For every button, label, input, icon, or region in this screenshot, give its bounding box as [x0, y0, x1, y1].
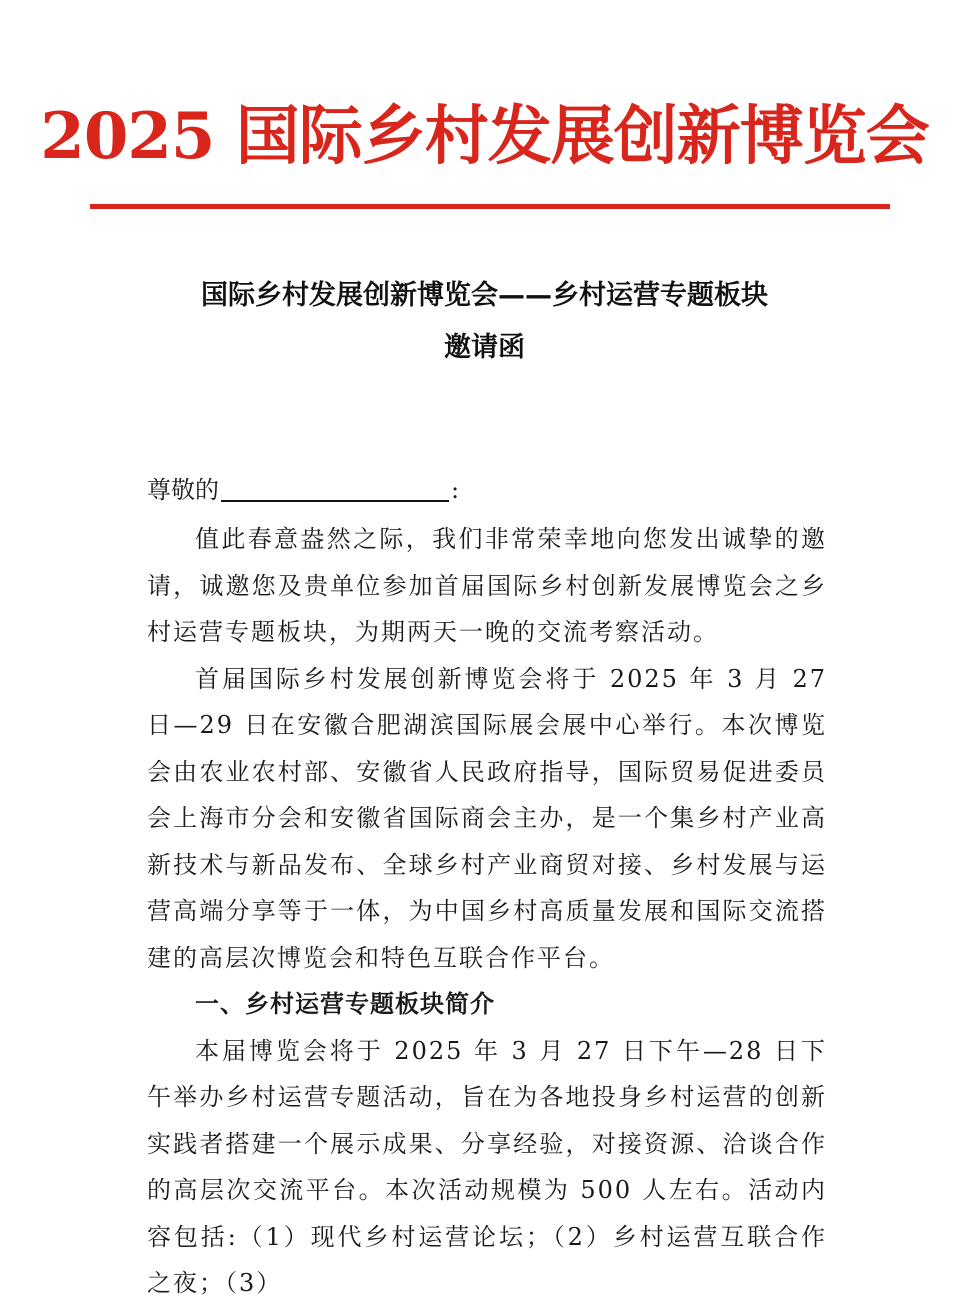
header-banner: 2025 国际乡村发展创新博览会	[40, 99, 929, 174]
paragraph-invitation: 值此春意盎然之际，我们非常荣幸地向您发出诚挚的邀请，诚邀您及贵单位参加首届国际乡村创新发展博览会之乡村运营专题板块，为期两天一晚的交流考察活动。	[147, 525, 827, 646]
document-subtitle: 邀请函	[444, 332, 525, 363]
salutation-prefix: 尊敬的	[147, 476, 219, 504]
salutation	[147, 470, 459, 510]
paragraph-expo-intro: 首届国际乡村发展创新博览会将于 2025 年 3 月 27 日—29 日在安徽合肥湖滨国际展会展中心举行。本次博览会由农业农村部、安徽省人民政府指导，国际贸易促进委员会上海市分会和安徽省国际商会主办，是一个集乡村产业高新技术与新品发布、全球乡村产业商贸对接、乡村发展与运营高端分享等于一体，为中国乡村高质量发展和国际交流搭建的高层次博览会和特色互联合作平台。	[147, 664, 827, 972]
header-divider	[90, 204, 890, 209]
letter-body	[147, 516, 827, 1307]
document-title: 国际乡村发展创新博览会——乡村运营专题板块	[201, 280, 768, 311]
recipient-blank-line	[221, 472, 449, 502]
salutation-suffix: :	[451, 476, 460, 504]
paragraph-section-intro: 本届博览会将于 2025 年 3 月 27 日下午—28 日下午举办乡村运营专题活动，旨在为各地投身乡村运营的创新实践者搭建一个展示成果、分享经验，对接资源、洽谈合作的高层次交流平台。本次活动规模为 500 人左右。活动内容包括:（1）现代乡村运营论坛；（2）乡村运营互联合作之夜；（3）	[147, 1036, 827, 1297]
section-heading: 一、乡村运营专题板块简介	[195, 990, 495, 1018]
